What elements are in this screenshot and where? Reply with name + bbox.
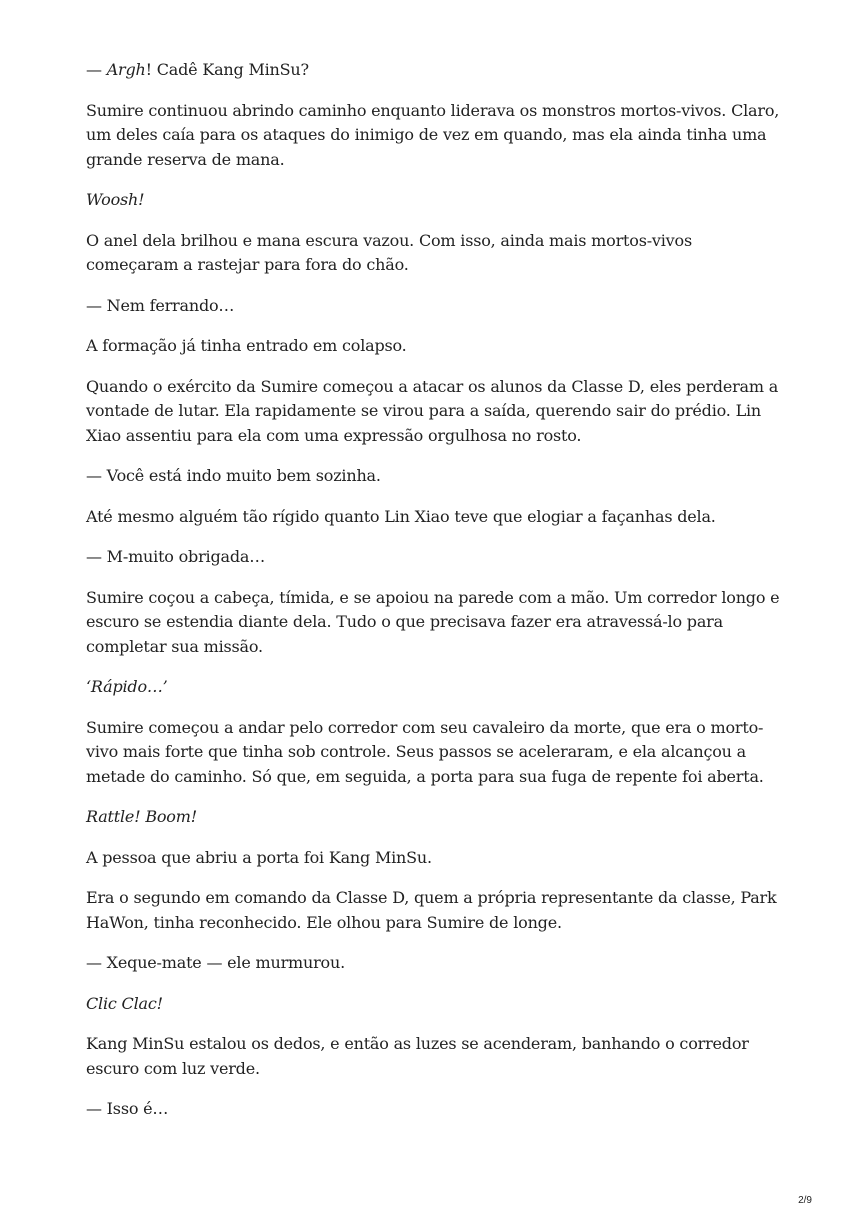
paragraph-narration: Sumire continuou abrindo caminho enquanto liderava os monstros mortos-vivos. Claro, um deles caía para os ataques do inimigo de vez em quando, mas ela ainda tinha uma grande reserva de mana.: [86, 100, 780, 169]
paragraph-narration: Até mesmo alguém tão rígido quanto Lin Xiao teve que elogiar a façanhas dela.: [86, 506, 716, 526]
paragraph-thought: ‘Rápido…’: [86, 677, 168, 696]
paragraph-narration: A pessoa que abriu a porta foi Kang MinSu.: [86, 847, 432, 867]
document-body: [86, 58, 786, 1138]
paragraph-sound-effect: Woosh!: [86, 190, 145, 209]
paragraph-narration: A formação já tinha entrado em colapso.: [86, 336, 407, 355]
paragraph-narration: Sumire coçou a cabeça, tímida, e se apoiou na parede com a mão. Um corredor longo e escuro se estendia diante dela. Tudo o que precisava fazer era atravessá-lo para completar sua missão.: [86, 587, 780, 656]
paragraph-narration: O anel dela brilhou e mana escura vazou. Com isso, ainda mais mortos-vivos começaram a rastejar para fora do chão.: [86, 230, 692, 274]
paragraph-narration: Quando o exército da Sumire começou a atacar os alunos da Classe D, eles perderam a vontade de lutar. Ela rapidamente se virou para a saída, querendo sair do prédio. Lin Xiao assentiu para ela com uma expressão orgulhosa no rosto.: [86, 376, 779, 445]
paragraph-narration: Era o segundo em comando da Classe D, quem a própria representante da classe, Park HaWon, tinha reconhecido. Ele olhou para Sumire de longe.: [86, 888, 777, 932]
dialogue-text: ! Cadê Kang MinSu?: [145, 60, 309, 79]
dialogue-dash: —: [86, 60, 107, 79]
paragraph-dialogue: — Xeque-mate — ele murmurou.: [86, 953, 345, 972]
paragraph-narration: Kang MinSu estalou os dedos, e então as luzes se acenderam, banhando o corredor escuro com luz verde.: [86, 1034, 749, 1078]
paragraph-dialogue: — M-muito obrigada…: [86, 547, 266, 566]
paragraph-sound-effect: Rattle! Boom!: [86, 807, 197, 826]
paragraph-dialogue: — Isso é…: [86, 1099, 169, 1118]
paragraph-sound-effect: Clic Clac!: [86, 993, 163, 1013]
paragraph-dialogue: — Nem ferrando…: [86, 295, 235, 315]
page-number: 2/9: [798, 1195, 812, 1206]
paragraph-dialogue: — Você está indo muito bem sozinha.: [86, 466, 381, 485]
italic-exclamation: Argh: [106, 60, 146, 79]
paragraph-dialogue: [86, 58, 786, 83]
paragraph-narration: Sumire começou a andar pelo corredor com seu cavaleiro da morte, que era o morto-vivo mais forte que tinha sob controle. Seus passos se aceleraram, e ela alcançou a metade do caminho. Só que, em seguida, a porta para sua fuga de repente foi aberta.: [86, 717, 764, 786]
